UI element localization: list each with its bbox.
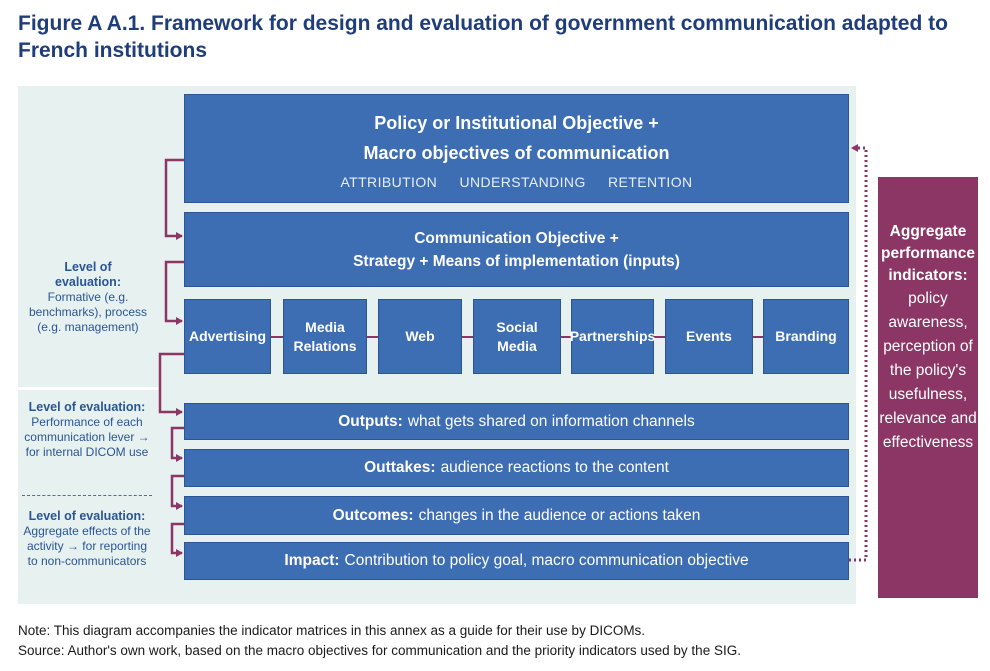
side-label-formative-heading: Level of evaluation: (55, 260, 121, 289)
lever-branding: Branding (763, 299, 849, 374)
lever-events: Events (665, 299, 753, 374)
lever-partnerships: Partnerships (571, 299, 654, 374)
policy-objective-line1: Policy or Institutional Objective + (374, 112, 659, 133)
side-label-formative (26, 260, 150, 335)
row-impact: Impact: Contribution to policy goal, macro communication objective (184, 542, 849, 580)
side-label-performance-heading: Level of evaluation: (28, 400, 146, 414)
lever-web: Web (378, 299, 462, 374)
policy-objective-box (184, 94, 849, 203)
tag-retention: RETENTION (608, 173, 693, 190)
note-line: Note: This diagram accompanies the indicator matrices in this annex as a guide for their use by DICOMs. (18, 623, 646, 638)
tag-attribution: ATTRIBUTION (340, 173, 438, 190)
row-outputs: Outputs: what gets shared on information channels (184, 403, 849, 440)
macro-objectives-line: Macro objectives of communication (363, 142, 670, 163)
lever-media-relations: Media Relations (283, 299, 367, 374)
macro-objective-tags (331, 174, 701, 190)
aggregate-indicators-heading: Aggregate performance indicators: (881, 223, 975, 284)
communication-objective-box (184, 212, 849, 287)
lever-advertising: Advertising (184, 299, 271, 374)
side-label-performance-body: Performance of each communication lever → for internal DICOM use (24, 415, 150, 459)
side-label-performance (22, 400, 152, 460)
connector-outputs-to-outtakes (172, 428, 184, 458)
connector-top-to-comm (166, 160, 184, 236)
side-label-aggregate-body: Aggregate effects of the activity → for reporting to non-communicators (23, 524, 151, 568)
lever-social-media: Social Media (473, 299, 561, 374)
connector-comm-to-levers (166, 262, 184, 321)
aggregate-indicators-body: policy awareness, perception of the policy's usefulness, relevance and effectiveness (879, 290, 977, 451)
tag-understanding: UNDERSTANDING (459, 173, 586, 190)
aggregate-indicators-box (878, 177, 978, 598)
connector-outcomes-to-impact (172, 524, 184, 553)
row-outcomes: Outcomes: changes in the audience or actions taken (184, 496, 849, 535)
communication-objective-line1: Communication Objective + (414, 229, 619, 247)
figure-title: Figure A A.1. Framework for design and evaluation of government communication adapted to French institutions (18, 12, 948, 62)
feedback-dotted-line (849, 148, 866, 560)
side-label-formative-body: Formative (e.g. benchmarks), process (e.g. management) (28, 290, 148, 334)
connector-levers-to-outputs (160, 354, 184, 412)
row-outtakes: Outtakes: audience reactions to the content (184, 449, 849, 487)
communication-objective-line2: Strategy + Means of implementation (inputs) (353, 252, 680, 270)
side-label-aggregate-heading: Level of evaluation: (28, 509, 146, 523)
connector-outtakes-to-outcomes (172, 476, 184, 506)
source-line: Source: Author's own work, based on the macro objectives for communication and the priority indicators used by the SIG. (18, 643, 741, 658)
side-label-aggregate (22, 509, 152, 569)
